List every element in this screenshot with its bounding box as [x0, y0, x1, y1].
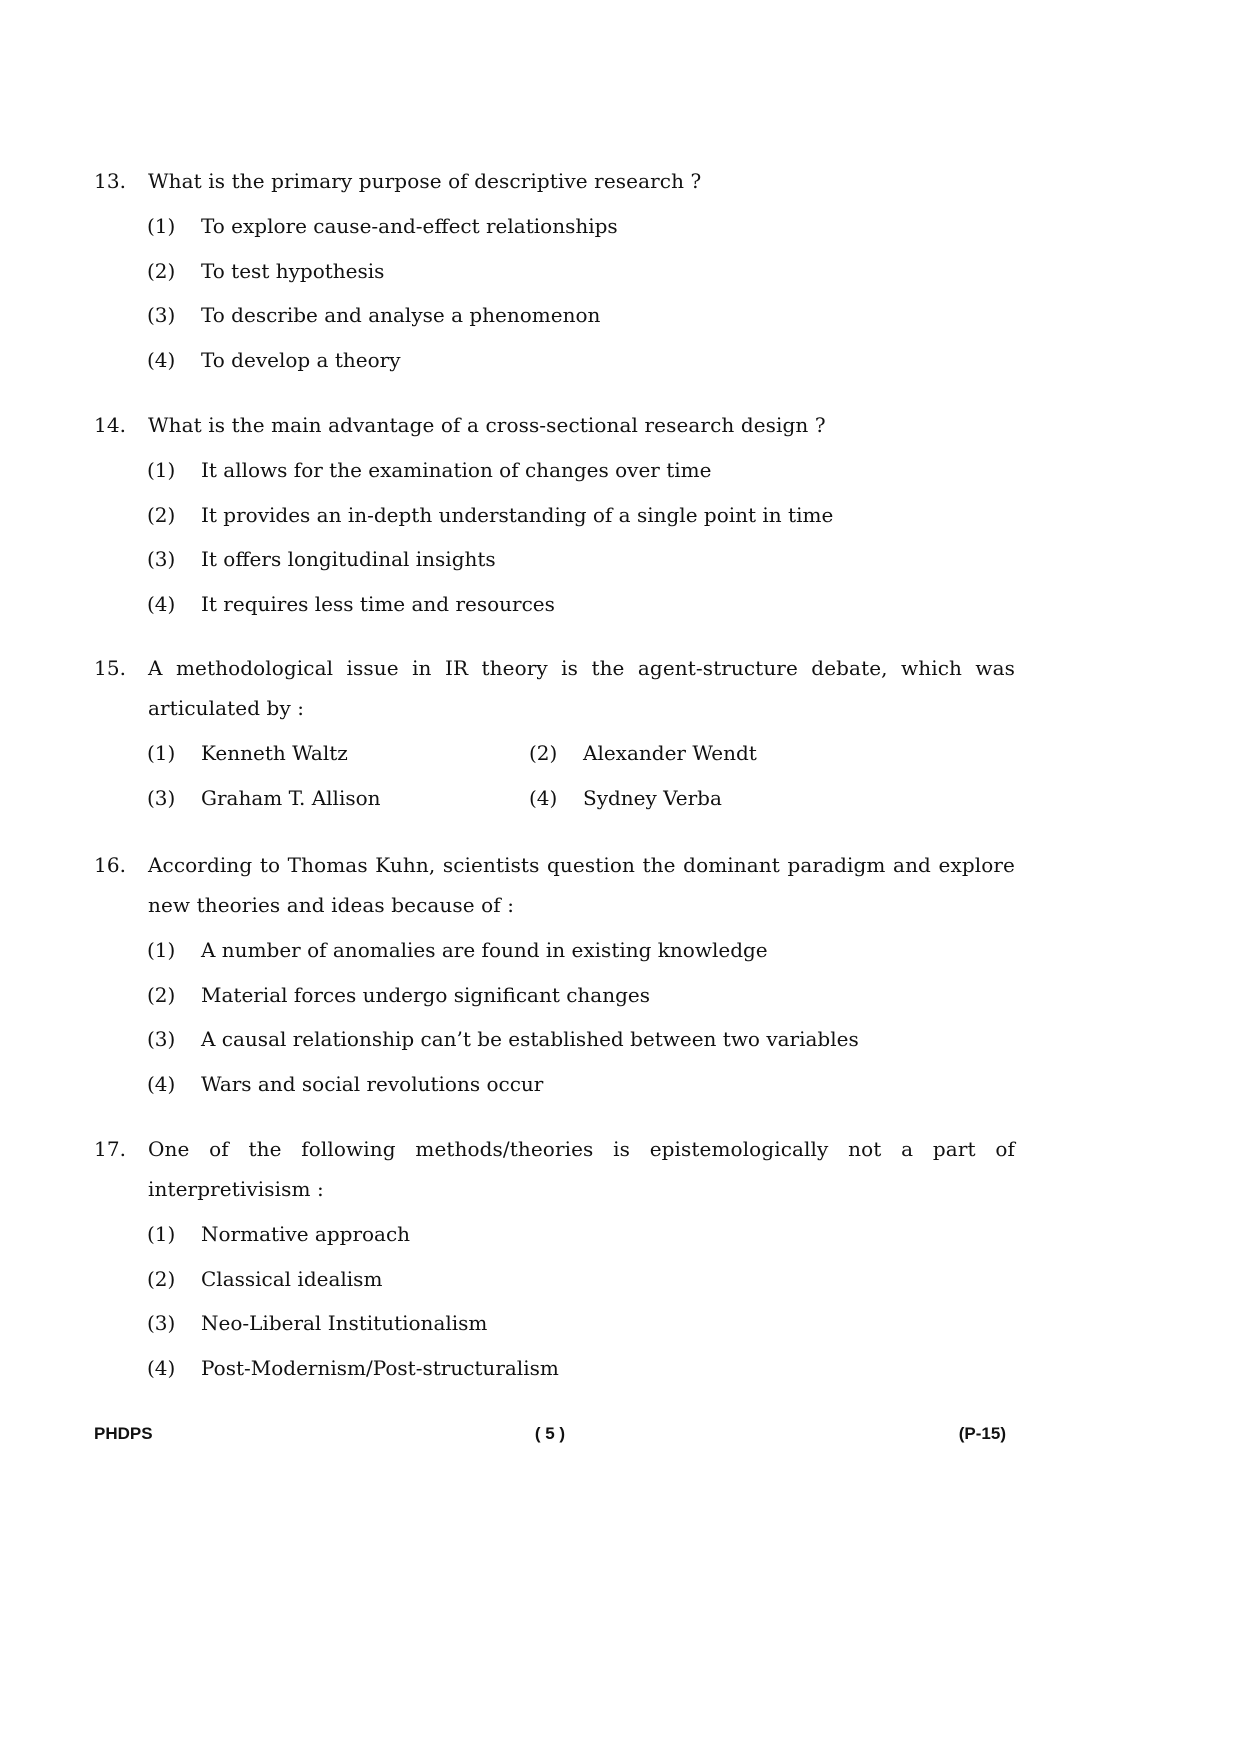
- question-text: What is the main advantage of a cross-sectional research design ?: [148, 413, 826, 437]
- option-text: Kenneth Waltz: [201, 741, 348, 765]
- option-number: (4): [147, 1071, 176, 1096]
- question-number: 15.: [94, 656, 127, 680]
- option-text: To describe and analyse a phenomenon: [201, 303, 601, 327]
- question-stem: [94, 405, 1015, 445]
- question-text: What is the primary purpose of descriptive research ?: [148, 169, 702, 193]
- option-1: [147, 731, 529, 776]
- option-3: [147, 1301, 487, 1346]
- option-text: A number of anomalies are found in existing knowledge: [201, 938, 768, 962]
- option-1: [147, 928, 768, 973]
- option-text: To explore cause-and-effect relationships: [201, 214, 618, 238]
- question-stem: [94, 161, 1015, 201]
- option-number: (2): [147, 1266, 176, 1291]
- question-15: [94, 648, 1015, 820]
- option-4: [147, 1346, 559, 1391]
- option-4: [147, 582, 555, 627]
- option-text: It offers longitudinal insights: [201, 547, 496, 571]
- option-number: (2): [529, 741, 558, 765]
- option-text: To develop a theory: [201, 347, 401, 372]
- option-2: [147, 249, 384, 294]
- option-number: (3): [147, 1027, 176, 1051]
- question-number: 14.: [94, 413, 127, 437]
- question-text: A methodological issue in IR theory is the agent-structure debate, which was articulated by :: [148, 656, 1015, 720]
- option-text: Normative approach: [201, 1222, 411, 1246]
- option-1: [147, 204, 618, 249]
- option-text: Classical idealism: [201, 1266, 383, 1291]
- question-17: [94, 1129, 1015, 1390]
- page-footer: [94, 1422, 1006, 1446]
- option-text: It allows for the examination of changes over time: [201, 458, 712, 482]
- question-stem: [94, 845, 1015, 925]
- question-number: 16.: [94, 853, 127, 877]
- option-number: (2): [147, 258, 176, 283]
- option-number: (1): [147, 938, 176, 962]
- option-number: (1): [147, 458, 176, 482]
- option-4: [147, 338, 401, 383]
- option-number: (4): [147, 591, 176, 616]
- option-list: [147, 1212, 1015, 1390]
- question-16: [94, 845, 1015, 1106]
- option-3: [147, 537, 496, 582]
- question-stem: [94, 1129, 1015, 1209]
- option-text: Post-Modernism/Post-structuralism: [201, 1355, 559, 1380]
- option-1: [147, 448, 711, 493]
- option-number: (3): [147, 785, 176, 810]
- footer-paper-code: PHDPS: [94, 1424, 153, 1443]
- option-2: [147, 973, 650, 1018]
- footer-set-code: (P-15): [958, 1424, 1006, 1443]
- option-2: [147, 1257, 382, 1302]
- option-number: (1): [147, 214, 176, 238]
- option-list: [147, 928, 1015, 1106]
- option-3: [147, 293, 600, 338]
- option-number: (2): [147, 502, 176, 527]
- option-text: A causal relationship can’t be established between two variables: [201, 1027, 859, 1051]
- option-text: It provides an in-depth understanding of a single point in time: [201, 502, 834, 527]
- option-list: [147, 204, 1015, 382]
- option-3: [147, 1017, 859, 1062]
- option-text: Graham T. Allison: [201, 785, 381, 810]
- question-text: One of the following methods/theories is epistemologically not a part of interpretivisism :: [148, 1137, 1015, 1201]
- option-number: (1): [147, 741, 176, 765]
- option-text: It requires less time and resources: [201, 591, 555, 616]
- question-14: [94, 405, 1015, 626]
- option-4: [529, 776, 722, 821]
- option-2: [147, 493, 833, 538]
- question-13: [94, 161, 1015, 382]
- option-text: Material forces undergo significant changes: [201, 982, 651, 1007]
- option-number: (4): [147, 347, 176, 372]
- option-text: Alexander Wendt: [583, 741, 757, 765]
- option-1: [147, 1212, 410, 1257]
- option-2: [529, 731, 757, 776]
- question-number: 13.: [94, 169, 127, 193]
- option-list: [147, 448, 1015, 626]
- option-number: (3): [147, 547, 176, 571]
- option-text: Neo-Liberal Institutionalism: [201, 1311, 488, 1335]
- option-text: Sydney Verba: [583, 785, 722, 810]
- option-number: (4): [529, 785, 558, 810]
- question-number: 17.: [94, 1137, 127, 1161]
- option-text: To test hypothesis: [201, 258, 385, 283]
- option-number: (1): [147, 1222, 176, 1246]
- footer-page-number: ( 5 ): [534, 1424, 566, 1443]
- option-4: [147, 1062, 543, 1107]
- option-number: (3): [147, 1311, 176, 1335]
- option-number: (2): [147, 982, 176, 1007]
- option-3: [147, 776, 529, 821]
- question-text: According to Thomas Kuhn, scientists question the dominant paradigm and explore new theories and ideas because of :: [148, 853, 1015, 917]
- option-text: Wars and social revolutions occur: [201, 1071, 544, 1096]
- option-number: (4): [147, 1355, 176, 1380]
- option-number: (3): [147, 303, 176, 327]
- option-list: [147, 731, 1015, 820]
- question-stem: [94, 648, 1015, 728]
